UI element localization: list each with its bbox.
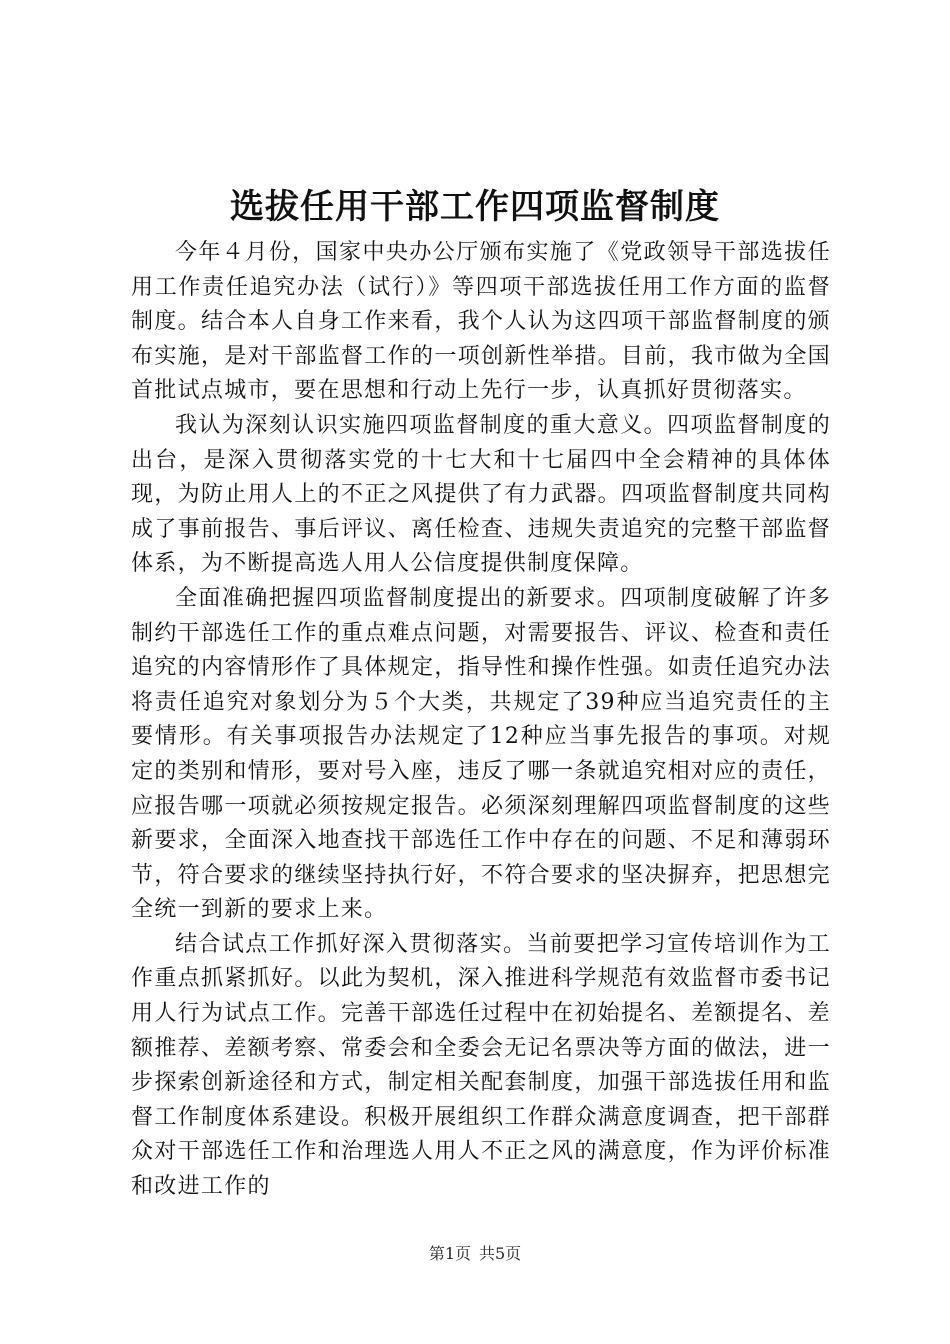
paragraph-1: 今年４月份，国家中央办公厅颁布实施了《党政领导干部选拔任用工作责任追究办法（试行）》等四项干部选拔任用工作方面的监督制度。结合本人自身工作来看，我个人认为这四项干部监督制度的颁布实施，是对干部监督工作的一项创新性举措。目前，我市做为全国首批试点城市，要在思想和行动上先行一步，认真抓好贯彻落实。	[131, 240, 831, 404]
page-number: 第1页	[428, 1244, 471, 1263]
paragraph-3: 全面准确把握四项监督制度提出的新要求。四项制度破解了许多制约干部选任工作的重点难点问题，对需要报告、评议、检查和责任追究的内容情形作了具体规定，指导性和操作性强。如责任追究办法将责任追究对象划分为５个大类，共规定了39种应当追究责任的主要情形。有关事项报告办法规定了12种应当事先报告的事项。对规定的类别和情形，要对号入座，违反了哪一条就追究相对应的责任，应报告哪一项就必须按规定报告。必须深刻理解四项监督制度的这些新要求，全面深入地查找干部选任工作中存在的问题、不足和薄弱环节，符合要求的继续坚持执行好，不符合要求的坚决摒弃，把思想完全统一到新的要求上来。	[131, 585, 831, 923]
paragraph-4: 结合试点工作抓好深入贯彻落实。当前要把学习宣传培训作为工作重点抓紧抓好。以此为契机，深入推进科学规范有效监督市委书记用人行为试点工作。完善干部选任过程中在初始提名、差额提名、差额推荐、差额考察、常委会和全委会无记名票决等方面的做法，进一步探索创新途径和方式，制定相关配套制度，加强干部选拔任用和监督工作制度体系建设。积极开展组织工作群众满意度调查，把干部群众对干部选任工作和治理选人用人不正之风的满意度，作为评价标准和改进工作的	[131, 931, 831, 1200]
document-title: 选拔任用干部工作四项监督制度	[230, 187, 720, 227]
page-total: 共5页	[479, 1244, 522, 1263]
document-body	[131, 236, 831, 1205]
paragraph-2: 我认为深刻认识实施四项监督制度的重大意义。四项监督制度的出台，是深入贯彻落实党的十七大和十七届四中全会精神的具体体现，为防止用人上的不正之风提供了有力武器。四项监督制度共同构成了事前报告、事后评议、离任检查、违规失责追究的完整干部监督体系，为不断提高选人用人公信度提供制度保障。	[131, 412, 831, 577]
page-footer	[0, 1243, 950, 1265]
